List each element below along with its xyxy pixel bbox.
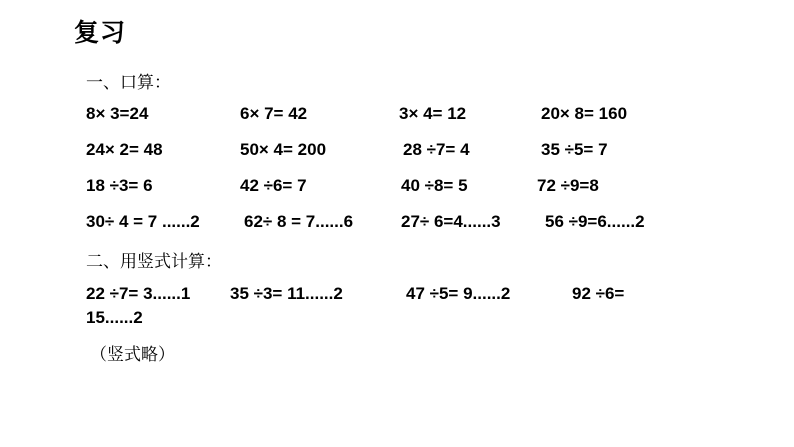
oral-calc-item: 30÷ 4 = 7 ......2 bbox=[86, 212, 200, 231]
oral-calc-item: 3× 4= 12 bbox=[399, 104, 467, 123]
oral-calc-item: 50× 4= 200 bbox=[240, 140, 327, 159]
oral-calc-item: 72 ÷9=8 bbox=[537, 176, 599, 195]
vertical-calc-item-continuation: 15......2 bbox=[86, 308, 143, 327]
vertical-calc-item: 22 ÷7= 3......1 bbox=[86, 284, 191, 303]
oral-calc-item: 42 ÷6= 7 bbox=[240, 176, 307, 195]
section-1-heading: 一、口算： bbox=[86, 73, 171, 93]
oral-calc-item: 6× 7= 42 bbox=[240, 104, 308, 123]
oral-calc-item: 8× 3=24 bbox=[86, 104, 149, 123]
vertical-calc-item: 47 ÷5= 9......2 bbox=[406, 284, 511, 303]
oral-calc-item: 20× 8= 160 bbox=[541, 104, 628, 123]
vertical-calc-item: 35 ÷3= 11......2 bbox=[230, 284, 343, 303]
oral-calc-item: 56 ÷9=6......2 bbox=[545, 212, 645, 231]
page-title: 复习 bbox=[74, 18, 127, 47]
oral-calc-item: 24× 2= 48 bbox=[86, 140, 163, 159]
oral-calc-item: 40 ÷8= 5 bbox=[401, 176, 468, 195]
vertical-calc-item: 92 ÷6= bbox=[572, 284, 625, 303]
oral-calc-item: 27÷ 6=4......3 bbox=[401, 212, 501, 231]
omitted-note: （竖式略） bbox=[90, 345, 175, 365]
oral-calc-item: 18 ÷3= 6 bbox=[86, 176, 153, 195]
oral-calc-item: 62÷ 8 = 7......6 bbox=[244, 212, 354, 231]
section-2-heading: 二、用竖式计算： bbox=[86, 252, 222, 272]
oral-calc-item: 35 ÷5= 7 bbox=[541, 140, 608, 159]
oral-calc-item: 28 ÷7= 4 bbox=[403, 140, 470, 159]
